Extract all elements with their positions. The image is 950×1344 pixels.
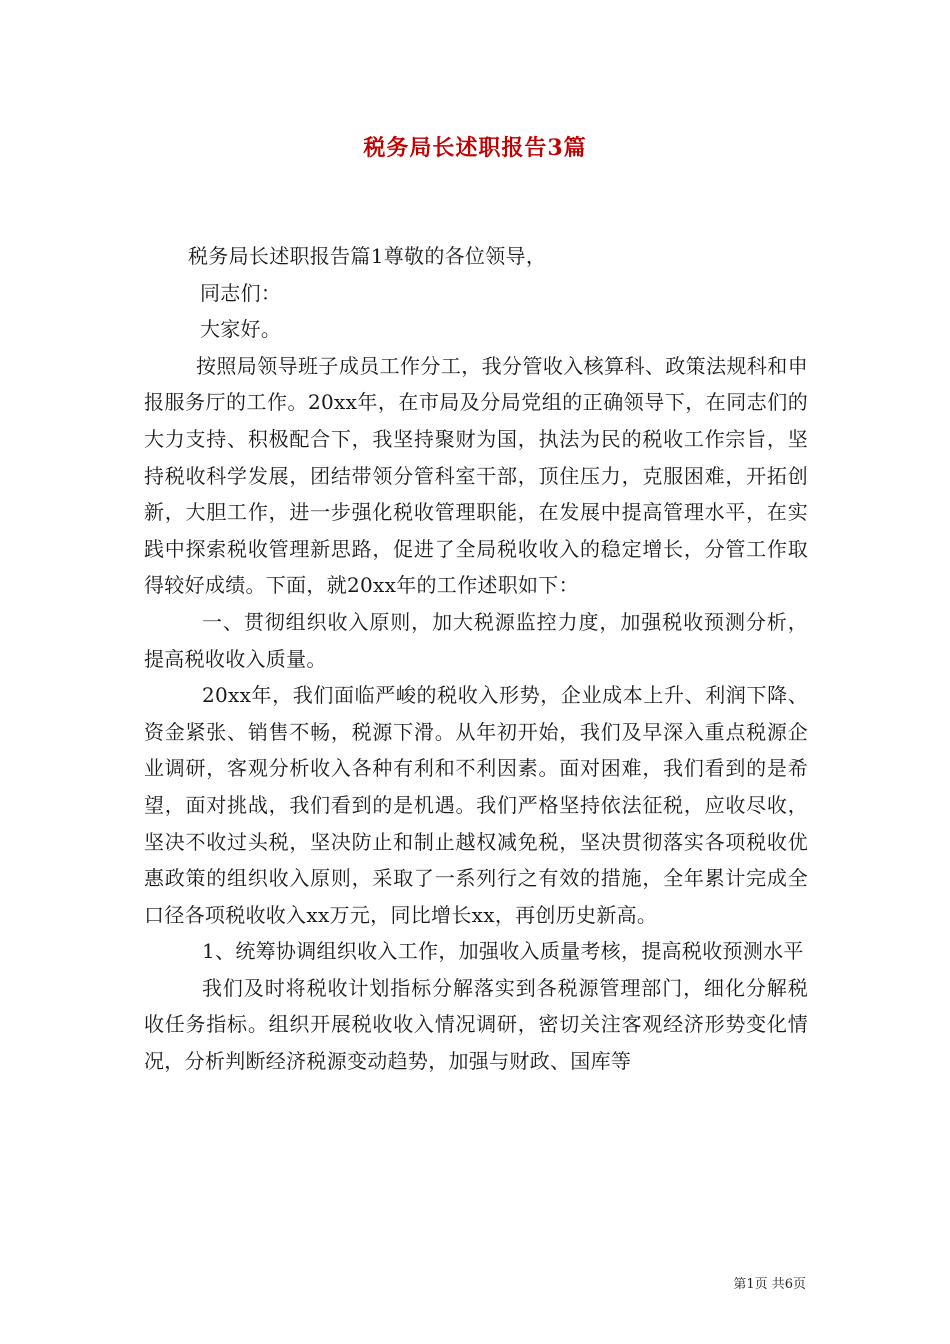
document-body bbox=[144, 238, 808, 1080]
document-title: 税务局长述职报告3篇 bbox=[363, 135, 587, 161]
page-number-footer: 第1页 共6页 bbox=[733, 1277, 806, 1292]
paragraph-salutation: 税务局长述职报告篇1尊敬的各位领导， bbox=[188, 244, 547, 268]
paragraph-greeting-comrades: 同志们： bbox=[200, 280, 282, 305]
paragraph-greeting-all: 大家好。 bbox=[200, 317, 282, 342]
paragraph-revenue-situation: 20xx年，我们面临严峻的税收入形势，企业成本上升、利润下降、资金紧张、销售不畅，税源下滑。从年初开始，我们及早深入重点税源企业调研，客观分析收入各种有利和不利因素。面对困难，我们看到的是希望，面对挑战，我们看到的是机遇。我们严格坚持依法征税，应收尽收，坚决不收过头税，坚决防止和制止越权减免税，坚决贯彻落实各项税收优惠政策的组织收入原则，采取了一系列行之有效的措施，全年累计完成全口径各项税收收入xx万元，同比增长xx，再创历史新高。 bbox=[144, 683, 808, 927]
paragraph-intro: 按照局领导班子成员工作分工，我分管收入核算科、政策法规科和申报服务厅的工作。20xx年，在市局及分局党组的正确领导下，在同志们的大力支持、积极配合下，我坚持聚财为国，执法为民的税收工作宗旨，坚持税收科学发展，团结带领分管科室干部，顶住压力，克服困难，开拓创新，大胆工作，进一步强化税收管理职能，在发展中提高管理水平，在实践中探索税收管理新思路，促进了全局税收收入的稳定增长，分管工作取得较好成绩。下面，就20xx年的工作述职如下： bbox=[144, 353, 808, 598]
paragraph-tax-plan: 我们及时将税收计划指标分解落实到各税源管理部门，细化分解税收任务指标。组织开展税收收入情况调研，密切关注客观经济形势变化情况，分析判断经济税源变动趋势，加强与财政、国库等 bbox=[144, 975, 808, 1074]
subsection-heading-1: 1、统筹协调组织收入工作，加强收入质量考核，提高税收预测水平 bbox=[202, 939, 804, 964]
section-heading-1: 一、贯彻组织收入原则，加大税源监控力度，加强税收预测分析，提高税收收入质量。 bbox=[144, 609, 808, 671]
